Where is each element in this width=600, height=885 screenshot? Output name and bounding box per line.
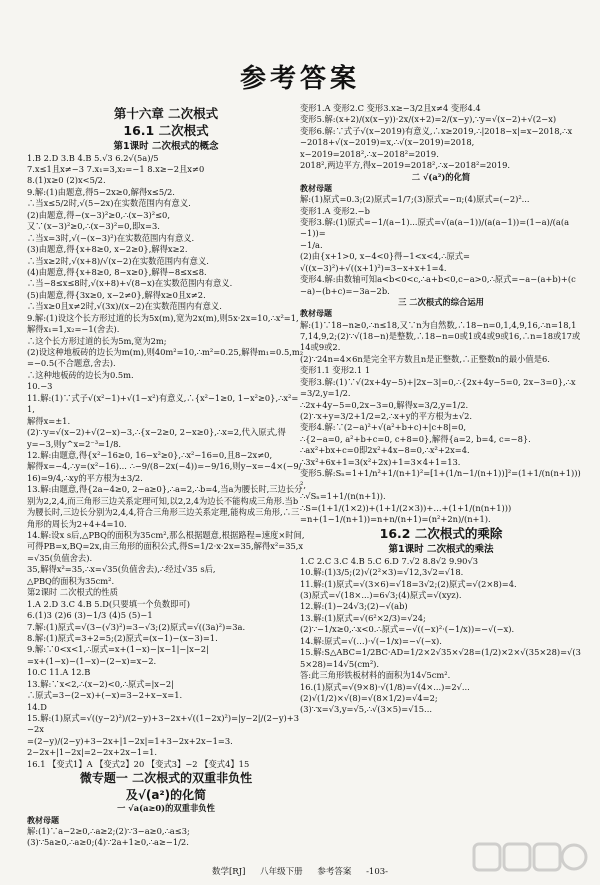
right-mid2-line-2: 变形1.1 变形2.1 1 [300,365,371,376]
right-mid2-line-5: (2)∵x+y=3/2+1/2=2,∴x+y的平方根为±√2. [300,411,473,421]
answer-line-9: ∴当x≥2时,√(x+8)/√(x−2)在实数范围内有意义. [27,255,209,266]
right-mid2-line-6: 变形4.解:∵(2−a)²+√(a²+b+c)+|c+8|=0, [300,422,467,433]
answer-line-36: 10.C 11.A 12.B [27,667,91,678]
answer-line-25: 13.解:由题意,得{2a−4≥0, 2−a≥0},∴a=2,∴b=4,当a为腰长时,三边长分别为2,2,4,而三角形三边关系定理可知,以2,2,4为边长不能构成三角形.当b为腰长时,三边长分别为2,4,4,符合三角形三边关系定理,能构成三角形,∴三角形的周长为2+4+4=10. [27,484,303,529]
right-bottom-line-1: 10.解:(1)3/5;(2)√(2²×3)=√12,3√2=√18. [300,567,464,578]
answer-tail-line-1: (3)∵5a≥0,∴a≥0;(4)∵2a+1≥0,∴a≥−1/2. [27,837,189,848]
answer-line-24: 解得x=−4,∴y=(x²−16)... ∴−9/(8−2x(−4))=−9/16,则y−x=−4×(−9/16)=9/4,∴xy的平方根为±3/2. [27,461,302,483]
answer-line-5: (2)由题意,得−(x−3)²≥0,∴(x−3)²≤0, [27,209,170,220]
answer-line-28: △PBQ的面积为35cm². [27,575,115,586]
answer-line-21: (2)∵y=√(x−2)+√(2−x)−3,∴{x−2≥0, 2−x≥0},∴x=2,代入原式,得 [27,427,286,438]
page-title: 参考答案 [239,64,360,94]
answer-line-26: 14.解:设x s后,△PBQ的面积为35cm²,那么根据题意,根据路程=速度×时间,可得PB=x,BQ=2x,由三角形的面积公式,得S=1/2·x·2x=35,解得x²=35,x=√35(负值舍去). [27,530,305,563]
right-bottom-line-3: (3)原式=√(18×...)=6√3;(4)原式=√(xyz). [300,590,462,601]
answer-line-29: 第2课时 二次根式的性质 [27,587,118,598]
right-bottom-line-12: (3)∵x=√3,y=√5,∴√(3×5)=√15... [300,704,432,715]
footer-label: 参考答案 [317,867,352,877]
answer-line-42: 2−2x+|1−2x|=2−2x+2x−1=1. [27,747,158,758]
answer-list-right-mid [300,194,582,297]
right-mid2-line-9: ∴3x²+6x+1=3(x²+2x)+1=3×4+1=13. [300,456,461,467]
answer-line-0: 1.B 2.D 3.B 4.B 5.√3 6.2√(5a)/5 [27,152,159,163]
answer-line-18: 10.−3 [27,381,53,392]
right-bottom-line-9: 答:此三角形铁板材料的面积为14√5cm². [300,670,451,681]
right-bottom-line-2: 11.解:(1)原式=√(3×6)=√18=3√2;(2)原式=√(2×8)=4. [300,578,517,589]
footer-page-number: -103- [366,867,389,877]
answer-list-right-top [300,103,582,172]
right-mid2-line-3: 变形3.解:(1)∵√(2x+4y−5)+|2x−3|=0,∴{2x+4y−5=0, 2x−3=0},∴x=3/2,y=1/2. [300,376,576,399]
subsection-heading-3: 三 二次根式的综合运用 [398,297,484,308]
right-bottom-line-0: 1.C 2.C 3.C 4.B 5.C 6.D 7.√2 8.8√2 9.90√3 [300,555,479,566]
answer-line-7: ∴当x=3时,√(−(x−3)²)在实数范围内有意义. [27,232,195,243]
lesson-heading-2: 第1课时 二次根式的乘法 [388,543,494,555]
right-mid2-line-0: 解:(1)∵18−n≥0,∴n≤18,又∵n为自然数,∴18−n=0,1,4,9,16,∴n=18,17,14,9,2;(2)∵√(18−n)是整数,∴18−n=0或1或4或9或16,∴n=18或17或14或9或2. [300,319,581,353]
special-topic-title: 微专题一 二次根式的双重非负性 [79,771,253,786]
right-mid-line-5: √((x−3)²)+√((x+1)²)=3−x+x+1=4. [300,262,447,273]
answer-line-27: 35,解得x²=35,∴x=√35(负值舍去),∴经过√35 s后, [27,564,216,575]
right-mid2-line-10: 变形5.解:Sₙ=1+1/n²+1/(n+1)²=[1+(1/n−1/(n+1))]²=(1+1/(n(n+1)))², [300,468,581,490]
answer-line-35: =x+(1−x)−(1−x)−(2−x)=x−2. [27,655,157,666]
footer-grade: 八年级下册 [260,867,303,877]
lesson-heading: 第1课时 二次根式的概念 [113,140,219,152]
right-mid2-line-12: ∴S=(1+1/(1×2))+(1+1/(2×3))+…+(1+1/(n(n+1))) [300,502,512,513]
right-mid2-line-13: =n+(1−1/(n+1))=n+n/(n+1)=(n²+2n)/(n+1). [300,513,491,524]
right-top-line-1: 变形5.解:(x+2)/(x(x−y))·2x/(x+2)=2/(x−y),∵y=√(x−2)+√(2−x) [300,114,557,125]
right-top-line-2: 变形6.解:∵式子√(x−2019)有意义,∴x≥2019,∴|2018−x|=x−2018,∴x−2018+√(x−2019)=x,∴√(x−2019)=2018, [300,125,573,148]
answer-line-8: (3)由题意,得{x+8≥0, x−2≥0},解得x≥2. [27,244,188,255]
right-column [300,103,582,858]
answer-line-30: 1.A 2.D 3.C 4.B 5.D(只要填一个负数即可) [27,598,191,609]
answer-list [27,153,305,771]
answer-list-right-bottom [300,556,582,716]
right-bottom-line-7: 14.解:原式=√(…)·√(−1/x)=−√(−x). [300,635,442,646]
answer-line-38: ∴原式=3−(2−x)+(−x)=3−2+x−x=1. [27,690,183,701]
answer-tail-line-0: 解:(1)∵a−2≥0,∴a≥2;(2)∵3−a≥0,∴a≤3; [27,825,190,836]
right-bottom-line-5: 13.解:(1)原式=√(6²×2/3)=√24; [300,612,426,623]
left-column [27,105,305,860]
right-mid-line-2: 变形3.解:(1)原式=−1/(a−1)...原式=√(a(a−1))/(a(a−1))=(1−a)/(a(a−1))= [300,216,570,239]
answer-line-11: ∴当−8≤x≤8时,√(x+8)+√(8−x)在实数范围内有意义. [27,278,233,289]
answer-line-43: 16.1 【变式1】A 【变式2】20 【变式3】−2 【变式4】15 [27,758,250,769]
answer-line-20: 解得x=±1. [27,415,71,426]
right-mid-line-1: 变形1.A 变形2.−b [300,205,370,216]
watermark-logo [470,838,590,880]
answer-line-40: 15.解:(1)原式=√((y−2)²)/(2−y)+3−2x+√((1−2x)²)=|y−2|/(2−y)+3−2x [27,713,299,735]
answer-line-32: 7.解:(1)原式=√(3−(√3)²)=3−√3;(2)原式=√((3a)²)=3a. [27,621,246,632]
answer-list-tail [27,826,305,849]
right-mid-line-4: (2)由{x+1>0, x−4<0}得−1<x<4,∴原式= [300,251,471,262]
answer-list-right-mid2 [300,320,582,526]
answer-line-23: 12.解:由题意,得{x²−16≥0, 16−x²≥0},∴x²−16=0,且8−2x≠0, [27,449,273,460]
answer-line-13: ∴当x≥0且x≠2时,√(3x)/(x−2)在实数范围内有意义. [27,301,222,312]
answer-line-41: =(2−y)/(2−y)+3−2x+|1−2x|=1+3−2x+2x−1=3. [27,735,233,746]
answer-line-39: 14.D [27,701,47,712]
answer-line-34: 9.解:∵0<x<1,∴原式=x+(1−x)−|x−1|−|x−2| [27,644,209,655]
section-heading: 16.1 二次根式 [123,123,209,139]
textbook-problem-label: 教材母题 [27,815,59,825]
right-bottom-line-4: 12.解:(1)−24√3;(2)−√(ab) [300,601,408,612]
answer-line-15: ∴这个长方形过道的长为5m,宽为2m; [27,335,167,346]
answer-line-22: y=−3,则y^x=2⁻³=1/8. [27,438,122,449]
subsection-heading-2: 二 √(a²)的化简 [411,171,471,182]
right-mid-line-3: −1/a. [300,239,323,250]
answer-line-10: (4)由题意,得{x+8≥0, 8−x≥0},解得−8≤x≤8. [27,266,207,277]
answer-line-12: (5)由题意,得{3x≥0, x−2≠0},解得x≥0且x≠2. [27,289,206,300]
answer-line-31: 6.(1)3 (2)6 (3)−1/3 (4)5 (5)−1 [27,610,153,621]
section-heading-2: 16.2 二次根式的乘除 [379,526,503,542]
right-top-line-3: x−2019=2018²,∴x−2018²=2019. [300,148,439,159]
textbook-problem-label-2: 教材母题 [300,184,332,194]
right-top-line-0: 变形1.A 变形2.C 变形3.x≥−3/2且x≠4 变形4.4 [300,103,481,113]
right-bottom-line-11: (2)√(1/2)×√(8)=√(8×1/2)=√4=2; [300,692,438,703]
footer-subject: 数学[RJ] [211,867,246,877]
answer-line-33: 8.解:(1)原式=3+2=5;(2)原式=(x−1)−(x−3)=1. [27,632,218,643]
answer-line-17: ∴这种地板砖的边长为0.5m. [27,369,134,380]
answer-line-3: 9.解:(1)由题意,得5−2x≥0,解得x≤5/2. [27,186,175,197]
right-bottom-line-10: 16.(1)原式=√(9×8)·√(1/8)=√(4×...)=2√... [300,681,470,692]
answer-line-19: 11.解:(1)∵式子√(x²−1)+√(1−x²)有意义,∴{x²−1≥0, 1−x²≥0},∴x²=1, [27,392,299,415]
chapter-heading: 第十六章 二次根式 [113,106,219,121]
right-top-line-4: 2018²,两边平方,得x−2019=2018²,∴x−2018²=2019. [300,160,511,171]
right-mid2-line-8: ∴ax²+bx+c=0即2x²+4x−8=0,∴x²+2x=4. [300,445,470,456]
right-mid2-line-1: (2)∵24n=4×6n是完全平方数且n是正整数,∴正整数n的最小值是6. [300,353,550,364]
right-mid-line-0: 解:(1)原式=0.3;(2)原式=1/7;(3)原式=−π;(4)原式=(−2)²... [300,194,530,205]
answer-line-16: (2)设这种地板砖的边长为m(m),则40m²=10,∴m²=0.25,解得m₁=0.5,m₂=−0.5(不合题意,舍去). [27,347,304,369]
answer-line-1: 7.x≤1且x≠−3 7.x₁=3,x₂=−1 8.x≥−2且x≠0 [27,164,205,175]
answer-line-2: 8.(1)x≥0 (2)x<5/2. [27,175,106,186]
answer-line-14: 9.解:(1)设这个长方形过道的长为5x(m),宽为2x(m),则5x·2x=10,∴x²=1,解得x₁=1,x₂=−1(舍去). [27,312,299,335]
right-mid-line-6: 变形4.解:由数轴可知a<b<0<c,∴a+b<0,c−a>0,∴原式=−a−(a+b)+(c−a)−(b+c)=−3a−2b. [300,274,576,296]
right-bottom-line-8: 15.解:S△ABC=1/2BC·AD=1/2×2√35×√28=(1/2)×2×√(35×28)=√(35×28)=14√5(cm²). [300,647,581,669]
right-bottom-line-6: (2)∵−1/x≥0,∴x<0.∴原式=−√((−x)²·(−1/x))=−√(−x). [300,624,515,635]
textbook-problem-label-3: 教材母题 [300,309,332,319]
answer-line-6: 又∵(x−3)²≥0,∴(x−3)²=0,即x=3. [27,221,160,232]
right-mid2-line-4: ∴2x+4y−5=0,2x−3=0,解得x=3/2,y=1/2. [300,399,469,410]
right-mid2-line-7: ∴{2−a=0, a²+b+c=0, c+8=0},解得{a=2, b=4, c=−8}. [300,433,531,444]
subsection-heading: 一 √a(a≥0)的双重非负性 [117,803,215,814]
answer-line-4: ∴当x≤5/2时,√(5−2x)在实数范围内有意义. [27,198,191,209]
right-mid2-line-11: ∴√Sₙ=1+1/(n(n+1)). [300,491,386,502]
special-topic-title-2: 及√(a²)的化简 [125,787,207,802]
answer-line-37: 13.解:∵x<2,∴(x−2)<0,∴原式=|x−2| [27,678,174,689]
